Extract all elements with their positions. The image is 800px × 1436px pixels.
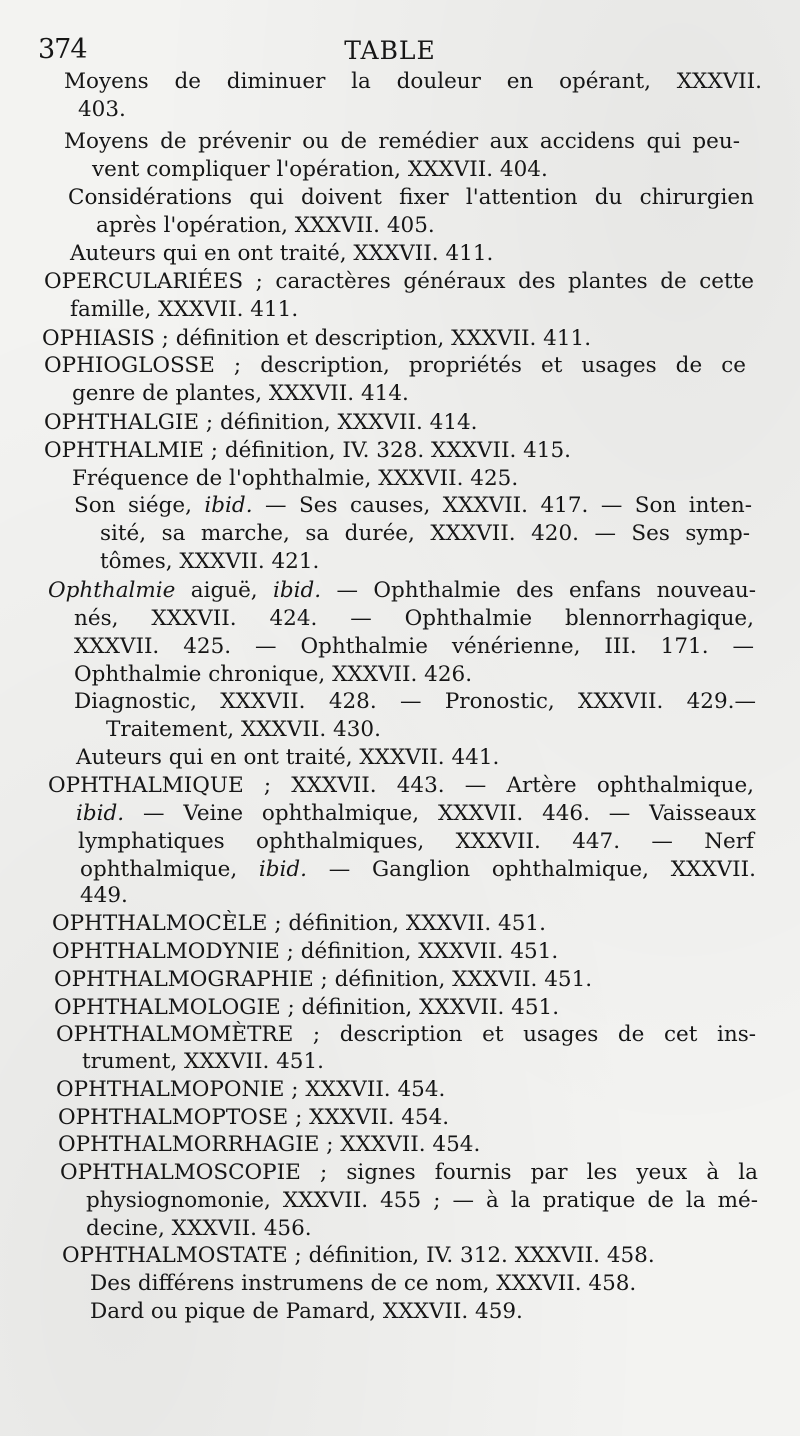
index-line: OPHTHALMOSTATE ; définition, IV. 312. XXXVII. 458.: [62, 1243, 655, 1268]
index-line: nés, XXXVII. 424. — Ophthalmie blennorrhagique,: [74, 606, 754, 631]
page-number: 374: [38, 34, 87, 65]
index-line: Traitement, XXXVII. 430.: [106, 717, 381, 742]
index-line: OPHTHALMOPTOSE ; XXXVII. 454.: [58, 1105, 450, 1130]
index-line: Fréquence de l'ophthalmie, XXXVII. 425.: [72, 466, 519, 491]
index-line: Ophthalmie aiguë, ibid. — Ophthalmie des enfans nouveau-: [48, 578, 757, 603]
index-line: OPHTHALMODYNIE ; définition, XXXVII. 451.: [52, 939, 559, 964]
index-line: Moyens de prévenir ou de remédier aux accidens qui peu-: [64, 129, 740, 154]
index-line: Diagnostic, XXXVII. 428. — Pronostic, XXXVII. 429.—: [74, 689, 756, 714]
running-head: TABLE: [344, 36, 436, 65]
index-line: decine, XXXVII. 456.: [86, 1216, 312, 1241]
index-line: OPHTHALMOLOGIE ; définition, XXXVII. 451.: [54, 995, 560, 1020]
index-line: OPHTHALMIE ; définition, IV. 328. XXXVII. 415.: [44, 438, 571, 463]
index-line: OPERCULARIÉES ; caractères généraux des plantes de cette: [44, 269, 754, 294]
index-line: ibid. — Veine ophthalmique, XXXVII. 446. — Vaisseaux: [76, 801, 756, 826]
index-line: OPHTHALMOSCOPIE ; signes fournis par les yeux à la: [60, 1160, 758, 1185]
index-line: trument, XXXVII. 451.: [82, 1049, 325, 1074]
index-line: OPHTHALMOMÈTRE ; description et usages de cet ins-: [56, 1022, 756, 1047]
index-line: OPHIASIS ; définition et description, XXXVII. 411.: [42, 326, 592, 351]
index-line: tômes, XXXVII. 421.: [100, 549, 320, 574]
index-line: après l'opération, XXXVII. 405.: [96, 213, 435, 238]
index-line: Auteurs qui en ont traité, XXXVII. 441.: [76, 745, 500, 770]
index-line: OPHTHALMORRHAGIE ; XXXVII. 454.: [58, 1132, 481, 1157]
index-line: lymphatiques ophthalmiques, XXXVII. 447. — Nerf: [78, 829, 754, 854]
index-line: Moyens de diminuer la douleur en opérant, XXXVII.: [64, 69, 762, 94]
index-line: 449.: [80, 883, 128, 908]
index-line: OPHIOGLOSSE ; description, propriétés et usages de ce: [44, 353, 746, 378]
index-line: genre de plantes, XXXVII. 414.: [72, 381, 409, 406]
index-line: sité, sa marche, sa durée, XXXVII. 420. — Ses symp-: [100, 521, 750, 546]
index-line: Son siége, ibid. — Ses causes, XXXVII. 417. — Son inten-: [74, 493, 752, 518]
index-line: OPHTHALMOGRAPHIE ; définition, XXXVII. 451.: [54, 967, 593, 992]
page-header: [0, 34, 800, 70]
index-line: Ophthalmie chronique, XXXVII. 426.: [74, 662, 473, 687]
index-line: OPHTHALMIQUE ; XXXVII. 443. — Artère ophthalmique,: [48, 773, 754, 798]
index-line: Considérations qui doivent fixer l'attention du chirurgien: [68, 185, 754, 210]
index-line: physiognomonie, XXXVII. 455 ; — à la pratique de la mé-: [86, 1188, 758, 1213]
index-line: Auteurs qui en ont traité, XXXVII. 411.: [70, 241, 494, 266]
index-line: OPHTHALMOPONIE ; XXXVII. 454.: [56, 1077, 446, 1102]
index-line: Dard ou pique de Pamard, XXXVII. 459.: [90, 1299, 523, 1324]
index-line: OPHTHALGIE ; définition, XXXVII. 414.: [44, 410, 478, 435]
index-line: XXXVII. 425. — Ophthalmie vénérienne, III. 171. —: [74, 634, 754, 659]
index-line: famille, XXXVII. 411.: [70, 297, 299, 322]
index-line: Des différens instrumens de ce nom, XXXVII. 458.: [90, 1271, 637, 1296]
index-line: 403.: [78, 97, 126, 122]
index-line: vent compliquer l'opération, XXXVII. 404.: [92, 157, 548, 182]
index-line: ophthalmique, ibid. — Ganglion ophthalmique, XXXVII.: [80, 857, 756, 882]
index-line: OPHTHALMOCÈLE ; définition, XXXVII. 451.: [52, 911, 546, 936]
